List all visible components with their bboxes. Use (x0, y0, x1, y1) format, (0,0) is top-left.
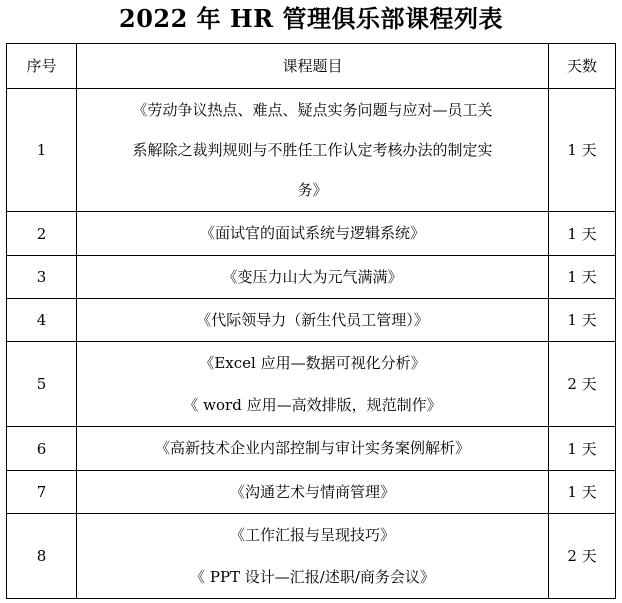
row-index: 1 (7, 89, 77, 212)
course-title-line: 《代际领导力（新生代员工管理）》 (196, 310, 429, 329)
course-title-line: 《 word 应用—高效排版，规范制作》 (183, 396, 442, 414)
row-index: 7 (7, 471, 77, 514)
course-title-line: 务》 (297, 181, 328, 199)
course-title (77, 256, 549, 299)
table-row (7, 256, 616, 299)
table-header-row (7, 44, 616, 89)
course-title (77, 471, 549, 514)
course-title (77, 299, 549, 342)
course-title-line: 系解除之裁判规则与不胜任工作认定考核办法的制定实 (132, 141, 493, 159)
course-title (77, 514, 549, 599)
row-days: 1 天 (549, 427, 616, 471)
course-title (77, 342, 549, 427)
table-row (7, 427, 616, 471)
course-title-line: 《工作汇报与呈现技巧》 (229, 526, 395, 544)
row-index: 4 (7, 299, 77, 342)
course-title (77, 89, 549, 212)
row-days: 1 天 (549, 299, 616, 342)
course-table (6, 43, 616, 599)
course-title (77, 212, 549, 256)
row-days: 1 天 (549, 256, 616, 299)
row-index: 8 (7, 514, 77, 599)
table-row (7, 299, 616, 342)
table-row (7, 471, 616, 514)
table-row (7, 342, 616, 427)
header-title: 课程题目 (77, 44, 549, 89)
document-title: 2022 年 HR 管理俱乐部课程列表 (119, 4, 503, 33)
row-days: 1 天 (549, 89, 616, 212)
course-title-line: 《面试官的面试系统与逻辑系统》 (199, 224, 425, 242)
header-days: 天数 (549, 44, 616, 89)
course-title-line: 《沟通艺术与情商管理》 (229, 482, 395, 501)
course-title-line: 《变压力山大为元气满满》 (222, 267, 403, 286)
row-days: 2 天 (549, 342, 616, 427)
course-title-line: 《 PPT 设计—汇报/述职/商务会议》 (190, 568, 435, 586)
course-title-line: 《高新技术企业内部控制与审计实务案例解析》 (154, 439, 470, 457)
row-index: 3 (7, 256, 77, 299)
row-days: 1 天 (549, 471, 616, 514)
course-title-line: 《劳动争议热点、难点、疑点实务问题与应对—员工关 (132, 101, 493, 119)
table-row (7, 89, 616, 212)
course-title-line: 《Excel 应用—数据可视化分析》 (199, 354, 426, 372)
row-index: 6 (7, 427, 77, 471)
course-title (77, 427, 549, 471)
row-index: 5 (7, 342, 77, 427)
table-row (7, 514, 616, 599)
row-days: 2 天 (549, 514, 616, 599)
header-index: 序号 (7, 44, 77, 89)
row-index: 2 (7, 212, 77, 256)
table-row (7, 212, 616, 256)
row-days: 1 天 (549, 212, 616, 256)
